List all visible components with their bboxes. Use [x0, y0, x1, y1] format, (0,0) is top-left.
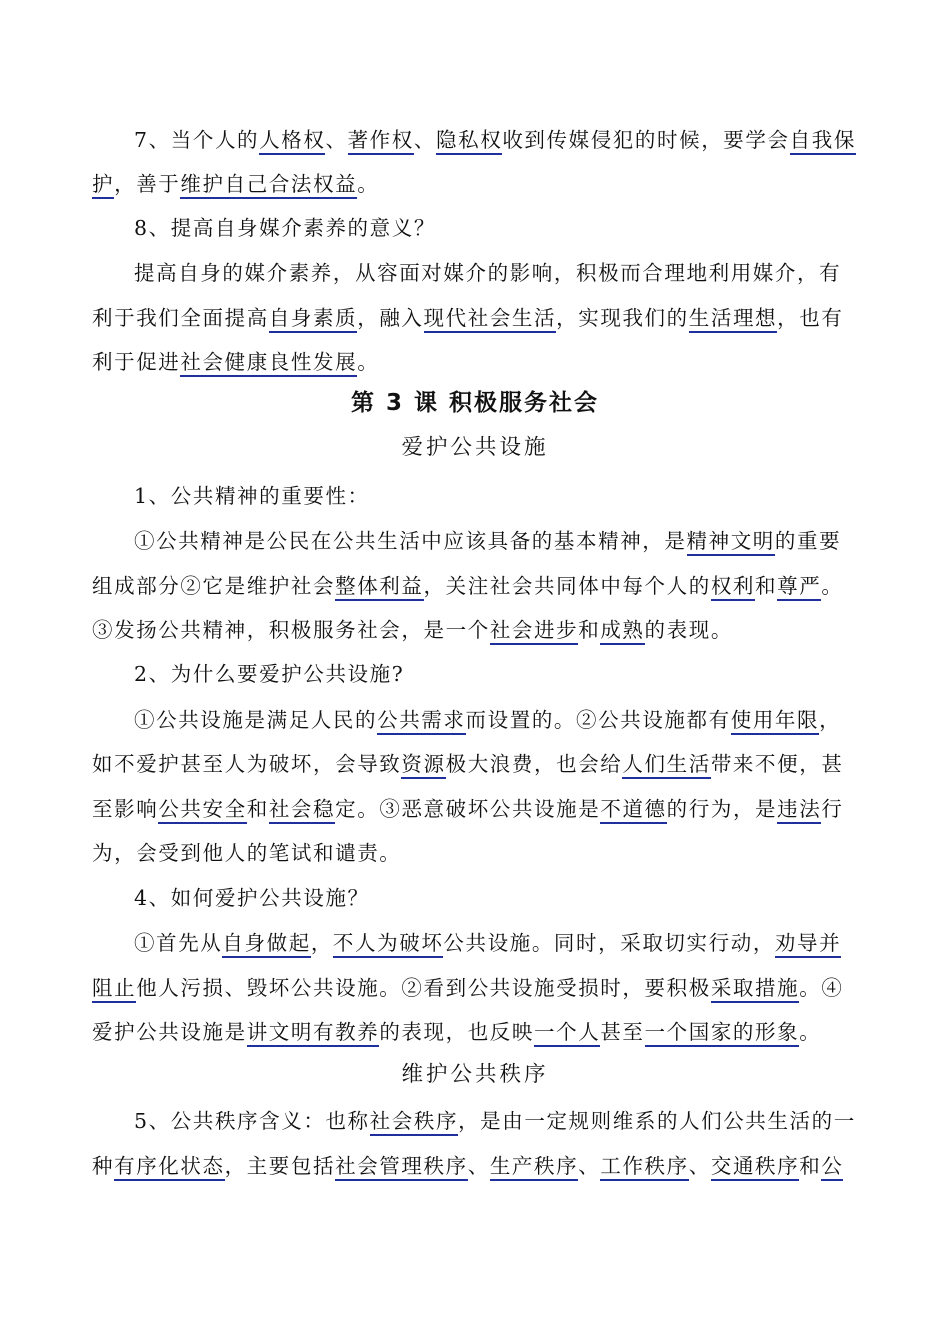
key-term: 成熟 — [600, 618, 644, 645]
text-run: 、 — [413, 128, 436, 152]
p5-line2 — [92, 1144, 862, 1188]
p2-line2 — [92, 742, 862, 786]
key-term: 交通秩序 — [711, 1154, 799, 1181]
key-term: 一个国家的形象 — [645, 1020, 800, 1047]
text-run: ，是由一定规则维系的人们公共生活的一 — [458, 1109, 856, 1133]
key-term: 尊严 — [777, 574, 821, 601]
key-term: 不道德 — [600, 797, 666, 824]
text-run: 的表现，也反映 — [379, 1020, 535, 1044]
text-run: 而设置的。②公共设施都有 — [465, 708, 731, 732]
key-term: 资源 — [401, 752, 445, 779]
question-4: 4、如何爱护公共设施？ — [134, 886, 370, 910]
text-run: 。 — [357, 350, 380, 374]
p1-line1 — [134, 519, 862, 563]
key-term: 隐私权 — [436, 128, 502, 155]
key-term: 公共需求 — [377, 708, 465, 735]
key-term: 一个人 — [534, 1020, 600, 1047]
section-title-public-order: 维护公共秩序 — [401, 1062, 549, 1087]
text-run: 甚至 — [600, 1020, 645, 1044]
key-term: 人格权 — [259, 128, 325, 155]
text-run: ①首先从 — [134, 931, 223, 955]
text-run: 。 — [821, 574, 844, 598]
key-term: 生产秩序 — [490, 1154, 578, 1181]
text-run: 他人污损、毁坏公共设施。②看到公共设施受损时，要积极 — [136, 976, 711, 1000]
text-run: 的行为，是 — [666, 797, 778, 821]
key-term: 著作权 — [348, 128, 414, 155]
p8-line1: 提高自身的媒介素养，从容面对媒介的影响，积极而合理地利用媒介，有 — [134, 261, 842, 285]
text-run: 和 — [246, 797, 269, 821]
text-run: 利于促进 — [92, 350, 181, 374]
key-term: 权利 — [711, 574, 755, 601]
key-term: 社会健康良性发展 — [180, 350, 357, 377]
key-term: 精神文明 — [687, 529, 775, 556]
text-run: 行 — [821, 797, 844, 821]
text-run: ，主要包括 — [224, 1154, 336, 1178]
p7-line2 — [92, 162, 862, 206]
text-run: 和 — [755, 574, 778, 598]
text-run: 和 — [578, 618, 601, 642]
text-run: 如不爱护甚至人为破坏，会导致 — [92, 752, 402, 776]
key-term: 阻止 — [92, 976, 136, 1003]
key-term: 人们生活 — [622, 752, 710, 779]
text-run: 定。③恶意破坏公共设施是 — [335, 797, 601, 821]
p4-line2 — [92, 966, 862, 1010]
key-term: 有序化状态 — [114, 1154, 225, 1181]
p8-line2 — [92, 296, 862, 340]
p4-line3 — [92, 1010, 862, 1054]
text-run: ，关注社会共同体中每个人的 — [423, 574, 711, 598]
p8-line3 — [92, 340, 862, 384]
key-term: 社会秩序 — [370, 1109, 458, 1136]
text-run: 至影响 — [92, 797, 159, 821]
key-term: 自身做起 — [222, 931, 310, 958]
text-run: ，善于 — [114, 172, 181, 196]
key-term: 社会管理秩序 — [335, 1154, 468, 1181]
text-run: 7、当个人的 — [134, 128, 260, 152]
key-term: 自身素质 — [269, 306, 357, 333]
text-run: 种 — [92, 1154, 115, 1178]
lesson-title: 第 3 课 积极服务社会 — [350, 390, 600, 416]
question-1: 1、公共精神的重要性： — [134, 484, 370, 508]
text-run: 收到传媒侵犯的时候，要学会 — [502, 128, 790, 152]
text-run: ③发扬公共精神，积极服务社会，是一个 — [92, 618, 490, 642]
text-run: ，融入 — [357, 306, 424, 330]
text-run: 。 — [799, 1020, 822, 1044]
p2-line4: 为，会受到他人的笔试和谴责。 — [92, 841, 402, 865]
text-run: 爱护公共设施是 — [92, 1020, 247, 1044]
text-run: 利于我们全面提高 — [92, 306, 269, 330]
p1-line2 — [92, 564, 862, 608]
question-2: 2、为什么要爱护公共设施? — [134, 662, 405, 686]
key-term: 劝导并 — [775, 931, 841, 958]
text-run: 组成部分②它是维护社会 — [92, 574, 336, 598]
question-8: 8、提高自身媒介素养的意义？ — [134, 216, 436, 240]
text-run: 的表现。 — [644, 618, 733, 642]
text-run: ，实现我们的 — [556, 306, 689, 330]
key-term: 工作秩序 — [600, 1154, 688, 1181]
p2-line3 — [92, 787, 862, 831]
key-term: 整体利益 — [335, 574, 423, 601]
p1-line3 — [92, 608, 862, 652]
text-run: 极大浪费，也会给 — [445, 752, 623, 776]
text-run: 带来不便，甚 — [710, 752, 844, 776]
key-term: 现代社会生活 — [424, 306, 557, 333]
key-term: 采取措施 — [711, 976, 799, 1003]
text-run: 公共设施。同时，采取切实行动， — [443, 931, 775, 955]
p2-line1 — [134, 698, 862, 742]
key-term: 生活理想 — [689, 306, 777, 333]
text-run: 。④ — [799, 976, 844, 1000]
key-term: 护 — [92, 172, 114, 199]
key-term: 公 — [821, 1154, 843, 1181]
text-run: 、 — [688, 1154, 711, 1178]
key-term: 不人为破坏 — [333, 931, 444, 958]
text-run: ①公共设施是满足人民的 — [134, 708, 378, 732]
p7-line1 — [134, 118, 862, 162]
text-run: 5、公共秩序含义：也称 — [134, 1109, 370, 1133]
key-term: 社会进步 — [490, 618, 578, 645]
p4-line1 — [134, 921, 862, 965]
key-term: 维护自己合法权益 — [180, 172, 357, 199]
text-run: ，也有 — [777, 306, 844, 330]
text-run: ， — [819, 708, 842, 732]
key-term: 使用年限 — [731, 708, 819, 735]
text-run: 、 — [578, 1154, 601, 1178]
text-run: 。 — [357, 172, 380, 196]
key-term: 讲文明有教养 — [247, 1020, 380, 1047]
key-term: 违法 — [777, 797, 821, 824]
section-title-public-facilities: 爱护公共设施 — [401, 435, 549, 460]
key-term: 公共安全 — [158, 797, 246, 824]
text-run: 和 — [799, 1154, 822, 1178]
p5-line1 — [134, 1099, 862, 1143]
text-run: ， — [310, 931, 333, 955]
text-run: ①公共精神是公民在公共生活中应该具备的基本精神，是 — [134, 529, 687, 553]
text-run: 的重要 — [774, 529, 842, 553]
key-term: 社会稳 — [269, 797, 335, 824]
text-run: 、 — [325, 128, 348, 152]
key-term: 自我保 — [790, 128, 856, 155]
text-run: 、 — [467, 1154, 490, 1178]
